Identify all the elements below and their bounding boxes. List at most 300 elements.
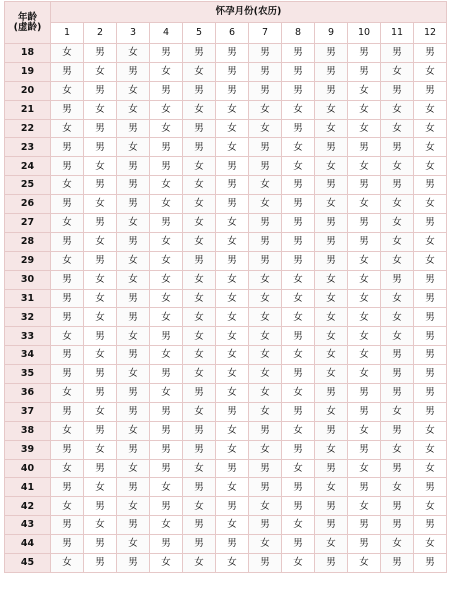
gender-cell: 男 (348, 176, 381, 195)
gender-cell: 女 (216, 346, 249, 365)
gender-cell: 女 (414, 195, 447, 214)
gender-cell: 男 (51, 195, 84, 214)
gender-cell: 女 (216, 232, 249, 251)
gender-cell: 女 (249, 289, 282, 308)
table-row (5, 119, 447, 138)
gender-cell: 女 (183, 62, 216, 81)
gender-cell: 男 (51, 346, 84, 365)
gender-cell: 女 (150, 289, 183, 308)
gender-cell: 男 (51, 535, 84, 554)
gender-cell: 女 (348, 346, 381, 365)
gender-cell: 女 (381, 214, 414, 233)
gender-cell: 男 (150, 44, 183, 63)
gender-cell: 男 (348, 384, 381, 403)
gender-cell: 男 (216, 81, 249, 100)
gender-cell: 男 (414, 554, 447, 573)
table-row (5, 421, 447, 440)
age-cell: 42 (5, 497, 51, 516)
gender-cell: 女 (348, 365, 381, 384)
age-cell: 33 (5, 327, 51, 346)
gender-cell: 女 (84, 157, 117, 176)
gender-cell: 男 (348, 138, 381, 157)
gender-cell: 女 (249, 308, 282, 327)
table-row (5, 478, 447, 497)
gender-cell: 男 (84, 459, 117, 478)
gender-cell: 女 (51, 81, 84, 100)
gender-cell: 女 (183, 402, 216, 421)
gender-cell: 男 (414, 478, 447, 497)
gender-cell: 女 (414, 138, 447, 157)
gender-cell: 女 (51, 251, 84, 270)
gender-cell: 男 (150, 402, 183, 421)
gender-cell: 男 (117, 516, 150, 535)
gender-cell: 男 (381, 44, 414, 63)
age-cell: 25 (5, 176, 51, 195)
gender-cell: 女 (216, 308, 249, 327)
gender-cell: 女 (381, 327, 414, 346)
gender-cell: 男 (216, 44, 249, 63)
gender-cell: 男 (117, 176, 150, 195)
gender-cell: 男 (315, 459, 348, 478)
age-cell: 27 (5, 214, 51, 233)
gender-cell: 男 (249, 157, 282, 176)
gender-cell: 女 (216, 100, 249, 119)
gender-cell: 女 (315, 327, 348, 346)
gender-cell: 女 (150, 384, 183, 403)
gender-cell: 男 (117, 402, 150, 421)
gender-cell: 女 (150, 195, 183, 214)
gender-cell: 女 (51, 214, 84, 233)
gender-cell: 男 (282, 327, 315, 346)
gender-cell: 男 (51, 138, 84, 157)
age-cell: 34 (5, 346, 51, 365)
age-cell: 22 (5, 119, 51, 138)
gender-cell: 男 (414, 44, 447, 63)
gender-cell: 女 (117, 459, 150, 478)
gender-cell: 男 (117, 157, 150, 176)
gender-cell: 男 (150, 365, 183, 384)
month-number-header: 10 (348, 23, 381, 44)
gender-cell: 女 (381, 251, 414, 270)
gender-cell: 男 (282, 251, 315, 270)
gender-cell: 男 (282, 176, 315, 195)
month-number-header: 11 (381, 23, 414, 44)
gender-cell: 女 (348, 119, 381, 138)
gender-cell: 女 (216, 478, 249, 497)
gender-cell: 男 (150, 421, 183, 440)
gender-cell: 男 (216, 497, 249, 516)
gender-cell: 女 (51, 44, 84, 63)
gender-cell: 男 (315, 516, 348, 535)
month-number-header: 6 (216, 23, 249, 44)
gender-cell: 女 (51, 459, 84, 478)
table-row (5, 232, 447, 251)
gender-cell: 男 (150, 535, 183, 554)
gender-cell: 女 (183, 554, 216, 573)
gender-cell: 男 (381, 176, 414, 195)
table-row (5, 81, 447, 100)
gender-cell: 女 (150, 251, 183, 270)
gender-cell: 女 (183, 308, 216, 327)
gender-cell: 男 (249, 214, 282, 233)
gender-cell: 女 (414, 251, 447, 270)
gender-cell: 男 (348, 516, 381, 535)
gender-cell: 男 (216, 402, 249, 421)
gender-cell: 女 (381, 308, 414, 327)
gender-cell: 女 (348, 100, 381, 119)
gender-cell: 男 (315, 232, 348, 251)
gender-cell: 男 (183, 119, 216, 138)
gender-cell: 女 (414, 157, 447, 176)
age-cell: 43 (5, 516, 51, 535)
gender-cell: 女 (414, 100, 447, 119)
gender-cell: 男 (249, 478, 282, 497)
gender-cell: 女 (84, 100, 117, 119)
gender-cell: 男 (117, 119, 150, 138)
gender-cell: 女 (348, 270, 381, 289)
gender-cell: 男 (84, 421, 117, 440)
gender-cell: 男 (117, 195, 150, 214)
gender-cell: 女 (150, 176, 183, 195)
gender-cell: 男 (84, 81, 117, 100)
gender-cell: 女 (117, 365, 150, 384)
gender-cell: 女 (381, 478, 414, 497)
gender-cell: 女 (249, 365, 282, 384)
age-cell: 24 (5, 157, 51, 176)
gender-cell: 男 (249, 81, 282, 100)
gender-cell: 男 (51, 270, 84, 289)
gender-cell: 女 (315, 365, 348, 384)
gender-cell: 女 (117, 535, 150, 554)
gender-cell: 女 (249, 270, 282, 289)
age-cell: 28 (5, 232, 51, 251)
age-cell: 31 (5, 289, 51, 308)
gender-cell: 男 (249, 44, 282, 63)
month-number-header: 4 (150, 23, 183, 44)
gender-cell: 女 (183, 176, 216, 195)
gender-cell: 男 (51, 157, 84, 176)
gender-cell: 女 (414, 535, 447, 554)
gender-cell: 女 (84, 62, 117, 81)
age-cell: 20 (5, 81, 51, 100)
gender-cell: 女 (282, 157, 315, 176)
table-body (5, 44, 447, 573)
table-row (5, 308, 447, 327)
gender-cell: 女 (315, 289, 348, 308)
gender-cell: 男 (315, 62, 348, 81)
gender-cell: 男 (282, 81, 315, 100)
gender-cell: 男 (282, 195, 315, 214)
gender-cell: 男 (414, 176, 447, 195)
table-row (5, 62, 447, 81)
gender-cell: 男 (216, 157, 249, 176)
gender-cell: 女 (84, 232, 117, 251)
gender-cell: 男 (282, 535, 315, 554)
gender-cell: 女 (216, 214, 249, 233)
gender-cell: 男 (282, 214, 315, 233)
gender-cell: 女 (348, 157, 381, 176)
age-cell: 30 (5, 270, 51, 289)
gender-cell: 女 (183, 327, 216, 346)
gender-cell: 女 (183, 270, 216, 289)
gender-cell: 女 (414, 62, 447, 81)
gender-cell: 女 (249, 346, 282, 365)
gender-cell: 男 (183, 81, 216, 100)
gender-cell: 男 (51, 100, 84, 119)
gender-cell: 女 (117, 327, 150, 346)
gender-cell: 女 (84, 440, 117, 459)
age-cell: 32 (5, 308, 51, 327)
gender-cell: 男 (381, 516, 414, 535)
gender-cell: 女 (249, 195, 282, 214)
gender-prediction-table (4, 1, 447, 573)
gender-cell: 男 (117, 62, 150, 81)
gender-cell: 女 (315, 270, 348, 289)
age-cell: 40 (5, 459, 51, 478)
gender-cell: 男 (348, 214, 381, 233)
gender-cell: 女 (249, 327, 282, 346)
table-row (5, 346, 447, 365)
gender-cell: 男 (315, 214, 348, 233)
gender-cell: 女 (348, 289, 381, 308)
gender-cell: 男 (414, 81, 447, 100)
table-row (5, 459, 447, 478)
gender-cell: 女 (183, 100, 216, 119)
gender-cell: 女 (381, 157, 414, 176)
month-number-header: 3 (117, 23, 150, 44)
gender-cell: 女 (84, 402, 117, 421)
gender-cell: 女 (249, 119, 282, 138)
gender-cell: 男 (282, 440, 315, 459)
gender-cell: 男 (183, 251, 216, 270)
gender-cell: 女 (51, 176, 84, 195)
gender-cell: 男 (414, 402, 447, 421)
gender-cell: 男 (84, 119, 117, 138)
gender-cell: 男 (216, 251, 249, 270)
gender-cell: 男 (315, 554, 348, 573)
gender-cell: 男 (84, 365, 117, 384)
gender-cell: 女 (381, 440, 414, 459)
month-number-row (5, 23, 447, 44)
gender-cell: 女 (51, 421, 84, 440)
gender-cell: 女 (150, 119, 183, 138)
gender-cell: 男 (51, 478, 84, 497)
gender-cell: 女 (282, 421, 315, 440)
gender-cell: 女 (150, 346, 183, 365)
month-number-header: 1 (51, 23, 84, 44)
gender-cell: 女 (117, 251, 150, 270)
gender-cell: 女 (117, 138, 150, 157)
gender-cell: 男 (84, 327, 117, 346)
gender-cell: 男 (183, 44, 216, 63)
gender-cell: 男 (249, 554, 282, 573)
gender-cell: 男 (381, 138, 414, 157)
gender-cell: 女 (183, 365, 216, 384)
gender-cell: 男 (51, 232, 84, 251)
gender-cell: 女 (117, 497, 150, 516)
gender-cell: 女 (117, 270, 150, 289)
gender-cell: 男 (216, 62, 249, 81)
age-label: 年龄 (17, 12, 37, 23)
gender-cell: 男 (315, 421, 348, 440)
month-number-header: 8 (282, 23, 315, 44)
table-row (5, 195, 447, 214)
gender-cell: 男 (183, 440, 216, 459)
gender-cell: 女 (282, 100, 315, 119)
gender-cell: 女 (216, 270, 249, 289)
gender-cell: 女 (249, 100, 282, 119)
gender-cell: 男 (117, 232, 150, 251)
gender-cell: 男 (315, 384, 348, 403)
gender-cell: 女 (282, 308, 315, 327)
nominal-age-label: (虚龄) (13, 21, 42, 33)
table-row (5, 402, 447, 421)
gender-cell: 女 (216, 440, 249, 459)
gender-cell: 男 (249, 232, 282, 251)
gender-cell: 男 (282, 365, 315, 384)
gender-cell: 男 (84, 251, 117, 270)
gender-cell: 女 (414, 232, 447, 251)
age-cell: 37 (5, 402, 51, 421)
gender-cell: 男 (51, 402, 84, 421)
gender-cell: 女 (348, 327, 381, 346)
gender-cell: 男 (282, 497, 315, 516)
gender-cell: 男 (150, 440, 183, 459)
gender-cell: 男 (348, 62, 381, 81)
gender-cell: 男 (150, 497, 183, 516)
gender-cell: 女 (348, 308, 381, 327)
table-row (5, 516, 447, 535)
gender-cell: 女 (117, 44, 150, 63)
table-row (5, 251, 447, 270)
gender-cell: 女 (84, 289, 117, 308)
age-cell: 39 (5, 440, 51, 459)
gender-cell: 男 (348, 44, 381, 63)
table-row (5, 440, 447, 459)
gender-cell: 男 (216, 459, 249, 478)
gender-cell: 女 (282, 516, 315, 535)
gender-cell: 男 (183, 138, 216, 157)
gender-cell: 女 (414, 459, 447, 478)
gender-cell: 男 (348, 440, 381, 459)
gender-cell: 女 (348, 251, 381, 270)
table-row (5, 157, 447, 176)
table-row (5, 44, 447, 63)
table-row (5, 270, 447, 289)
gender-cell: 女 (381, 402, 414, 421)
gender-cell: 女 (381, 100, 414, 119)
gender-cell: 女 (282, 138, 315, 157)
table-row (5, 365, 447, 384)
gender-cell: 男 (84, 214, 117, 233)
age-cell: 26 (5, 195, 51, 214)
gender-cell: 女 (414, 119, 447, 138)
month-number-header: 9 (315, 23, 348, 44)
gender-cell: 女 (282, 270, 315, 289)
gender-cell: 男 (117, 554, 150, 573)
gender-cell: 男 (150, 459, 183, 478)
gender-cell: 女 (249, 440, 282, 459)
gender-cell: 男 (381, 459, 414, 478)
month-number-header: 7 (249, 23, 282, 44)
gender-cell: 男 (282, 44, 315, 63)
gender-cell: 女 (414, 497, 447, 516)
gender-cell: 男 (183, 421, 216, 440)
gender-cell: 女 (348, 459, 381, 478)
gender-cell: 女 (150, 516, 183, 535)
gender-cell: 男 (84, 554, 117, 573)
gender-cell: 男 (84, 535, 117, 554)
gender-cell: 女 (183, 497, 216, 516)
gender-cell: 女 (117, 81, 150, 100)
gender-cell: 男 (150, 138, 183, 157)
gender-cell: 女 (183, 195, 216, 214)
age-cell: 36 (5, 384, 51, 403)
table-row (5, 214, 447, 233)
gender-cell: 女 (84, 346, 117, 365)
gender-cell: 女 (51, 554, 84, 573)
gender-cell: 男 (315, 251, 348, 270)
gender-cell: 男 (150, 214, 183, 233)
gender-cell: 女 (84, 195, 117, 214)
gender-cell: 女 (249, 497, 282, 516)
gender-cell: 男 (414, 289, 447, 308)
month-number-header: 12 (414, 23, 447, 44)
age-cell: 41 (5, 478, 51, 497)
age-cell: 21 (5, 100, 51, 119)
gender-cell: 男 (249, 138, 282, 157)
gender-cell: 男 (117, 440, 150, 459)
gender-cell: 女 (150, 62, 183, 81)
gender-cell: 女 (282, 346, 315, 365)
gender-cell: 女 (150, 270, 183, 289)
gender-cell: 男 (414, 516, 447, 535)
table-row (5, 289, 447, 308)
gender-cell: 女 (150, 554, 183, 573)
gender-cell: 女 (282, 384, 315, 403)
gender-cell: 男 (315, 44, 348, 63)
gender-cell: 男 (414, 384, 447, 403)
gender-cell: 女 (150, 232, 183, 251)
gender-cell: 女 (315, 195, 348, 214)
gender-cell: 女 (216, 421, 249, 440)
gender-cell: 女 (216, 138, 249, 157)
gender-cell: 男 (315, 176, 348, 195)
gender-cell: 女 (381, 232, 414, 251)
table-row (5, 176, 447, 195)
gender-cell: 男 (183, 516, 216, 535)
gender-cell: 男 (249, 516, 282, 535)
gender-cell: 男 (282, 119, 315, 138)
age-cell: 44 (5, 535, 51, 554)
gender-cell: 女 (381, 119, 414, 138)
gender-cell: 女 (183, 289, 216, 308)
gender-cell: 男 (249, 421, 282, 440)
gender-cell: 女 (51, 384, 84, 403)
gender-cell: 男 (249, 459, 282, 478)
age-cell: 23 (5, 138, 51, 157)
age-cell: 45 (5, 554, 51, 573)
gender-cell: 男 (348, 478, 381, 497)
table-row (5, 384, 447, 403)
gender-cell: 男 (315, 138, 348, 157)
table-row (5, 327, 447, 346)
gender-cell: 男 (381, 421, 414, 440)
gender-cell: 女 (150, 478, 183, 497)
gender-cell: 女 (315, 119, 348, 138)
gender-cell: 男 (84, 138, 117, 157)
month-number-header: 5 (183, 23, 216, 44)
